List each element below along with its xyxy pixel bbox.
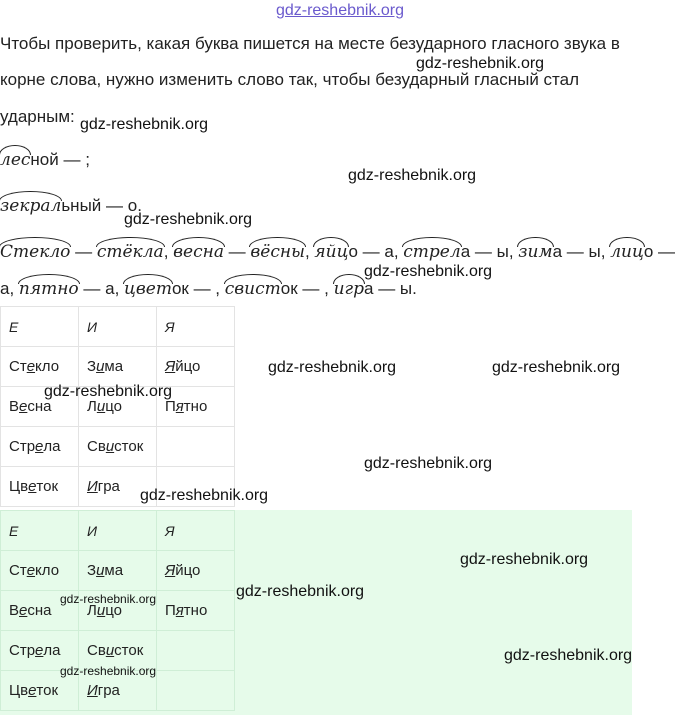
watermark: gdz-reshebnik.org — [416, 55, 545, 72]
unstressed-vowel: е — [26, 562, 36, 579]
example-text: ок — , — [171, 279, 225, 298]
cell-text: ток — [36, 682, 59, 699]
unstressed-vowel: и — [96, 358, 105, 375]
unstressed-vowel: е — [35, 438, 44, 455]
example-text: о — а, — [348, 242, 404, 261]
cell-text: ма — [104, 358, 124, 375]
unstressed-vowel: е — [19, 398, 28, 415]
root-mark: лиц — [610, 242, 644, 262]
watermark: gdz-reshebnik.org — [80, 116, 209, 133]
watermark: gdz-reshebnik.org — [60, 664, 157, 678]
cell-text: Стр — [9, 438, 36, 455]
watermark: gdz-reshebnik.org — [44, 383, 173, 400]
table-cell — [1, 347, 79, 387]
unstressed-vowel: е — [35, 642, 44, 659]
unstressed-vowel: е — [28, 682, 37, 699]
table-cell — [157, 427, 235, 467]
cell-text: П — [165, 398, 176, 415]
cell-text: З — [87, 358, 97, 375]
table-cell — [157, 551, 235, 591]
watermark: gdz-reshebnik.org — [364, 455, 493, 472]
intro-line-3: ударным: — [0, 107, 75, 126]
cell-text: цо — [105, 602, 122, 619]
cell-text: Св — [87, 438, 106, 455]
unstressed-vowel: и — [105, 438, 115, 455]
example-text: ок — , — [280, 279, 334, 298]
watermark: gdz-reshebnik.org — [268, 359, 397, 376]
cell-text: Св — [87, 642, 106, 659]
cell-text: Л — [87, 602, 97, 619]
intro-line-2: корне слова, нужно изменить слово так, чтобы безударный гласный стал — [0, 70, 580, 89]
example-line-4 — [0, 279, 417, 299]
watermark: gdz-reshebnik.org — [504, 647, 633, 664]
unstressed-vowel: е — [19, 602, 28, 619]
example-text: ьный — о. — [61, 196, 142, 215]
cell-text: йцо — [175, 562, 201, 579]
root-mark: стёкла — [96, 242, 164, 262]
cell-text: Стр — [9, 642, 36, 659]
table-cell — [1, 551, 79, 591]
unstressed-vowel: я — [175, 398, 184, 415]
table-row — [1, 347, 235, 387]
watermark: gdz-reshebnik.org — [460, 551, 589, 568]
example-text: , — [304, 242, 315, 261]
intro-line-1: Чтобы проверить, какая буква пишется на месте безударного гласного звука в — [0, 34, 620, 53]
unstressed-vowel: И — [87, 682, 98, 699]
unstressed-vowel: я — [175, 602, 184, 619]
table-cell — [1, 427, 79, 467]
table-cell — [79, 347, 157, 387]
watermark: gdz-reshebnik.org — [236, 583, 365, 600]
cell-text: сна — [27, 602, 52, 619]
root-mark: зекрал — [0, 196, 62, 216]
table-header-row — [1, 511, 235, 551]
table-cell — [157, 591, 235, 631]
table-row — [1, 551, 235, 591]
unstressed-vowel: и — [105, 642, 115, 659]
table-cell — [157, 671, 235, 711]
root-mark: лес — [0, 150, 31, 170]
example-line-1 — [0, 150, 90, 170]
example-text: а, — [0, 279, 19, 298]
cell-text: гра — [97, 682, 120, 699]
cell-text: йцо — [175, 358, 201, 375]
cell-text: П — [165, 602, 176, 619]
watermark: gdz-reshebnik.org — [60, 592, 157, 606]
root-mark: Стекло — [0, 242, 71, 262]
watermark: gdz-reshebnik.org — [492, 359, 621, 376]
example-text: — — [223, 242, 251, 261]
root-mark: свист — [224, 279, 281, 299]
cell-text: сток — [114, 642, 144, 659]
cell-text: цо — [105, 398, 122, 415]
example-text: — — [70, 242, 97, 261]
watermark: gdz-reshebnik.org — [348, 167, 477, 184]
column-header: И — [79, 307, 157, 347]
cell-text: Ст — [9, 562, 27, 579]
unstressed-vowel: и — [96, 602, 106, 619]
table-cell — [79, 551, 157, 591]
cell-text: ла — [43, 642, 61, 659]
cell-text: ла — [43, 438, 61, 455]
cell-text: Л — [87, 398, 97, 415]
root-mark: стрел — [403, 242, 461, 262]
unstressed-vowel: и — [96, 398, 106, 415]
cell-text: Ст — [9, 358, 27, 375]
example-text: ной — ; — [30, 150, 90, 169]
example-text: , — [163, 242, 174, 261]
cell-text: сток — [114, 438, 144, 455]
root-mark: вёсны — [250, 242, 305, 262]
column-header: Е — [1, 307, 79, 347]
unstressed-vowel: И — [87, 478, 98, 495]
vowel-table-2 — [0, 510, 235, 711]
root-mark: зим — [518, 242, 553, 262]
cell-text: ток — [36, 478, 59, 495]
cell-text: тно — [183, 602, 208, 619]
column-header: Я — [157, 511, 235, 551]
example-text: — а, — [78, 279, 125, 298]
root-mark: цвет — [124, 279, 172, 299]
cell-text: Цв — [9, 682, 29, 699]
cell-text: тно — [183, 398, 208, 415]
cell-text: В — [9, 398, 20, 415]
unstressed-vowel: и — [96, 562, 105, 579]
table-header-row — [1, 307, 235, 347]
unstressed-vowel: Я — [165, 358, 176, 375]
column-header: Я — [157, 307, 235, 347]
table-cell — [1, 467, 79, 507]
cell-text: В — [9, 602, 20, 619]
example-text: о — — [643, 242, 676, 261]
example-text: а — ы, — [552, 242, 611, 261]
cell-text: З — [87, 562, 97, 579]
vowel-table-1 — [0, 306, 235, 507]
column-header: И — [79, 511, 157, 551]
root-mark: пятно — [18, 279, 79, 299]
table-cell — [157, 631, 235, 671]
cell-text: сна — [27, 398, 52, 415]
watermark: gdz-reshebnik.org — [124, 211, 253, 228]
root-mark: игр — [333, 279, 365, 299]
unstressed-vowel: е — [26, 358, 36, 375]
table-cell — [157, 347, 235, 387]
example-text: а — ы, — [460, 242, 519, 261]
watermark: gdz-reshebnik.org — [140, 487, 269, 504]
cell-text: гра — [97, 478, 120, 495]
example-text: а — ы. — [364, 279, 417, 298]
root-mark: яйц — [314, 242, 349, 262]
unstressed-vowel: е — [28, 478, 37, 495]
unstressed-vowel: Я — [165, 562, 176, 579]
watermark: gdz-reshebnik.org — [364, 263, 493, 280]
column-header: Е — [1, 511, 79, 551]
table-cell — [79, 427, 157, 467]
site-header-link[interactable]: gdz-reshebnik.org — [275, 2, 405, 19]
root-mark: весна — [173, 242, 224, 262]
cell-text: кло — [35, 562, 60, 579]
example-line-2 — [0, 196, 142, 216]
cell-text: Цв — [9, 478, 29, 495]
example-line-3 — [0, 242, 675, 262]
table-row — [1, 427, 235, 467]
cell-text: ма — [104, 562, 124, 579]
cell-text: кло — [35, 358, 60, 375]
